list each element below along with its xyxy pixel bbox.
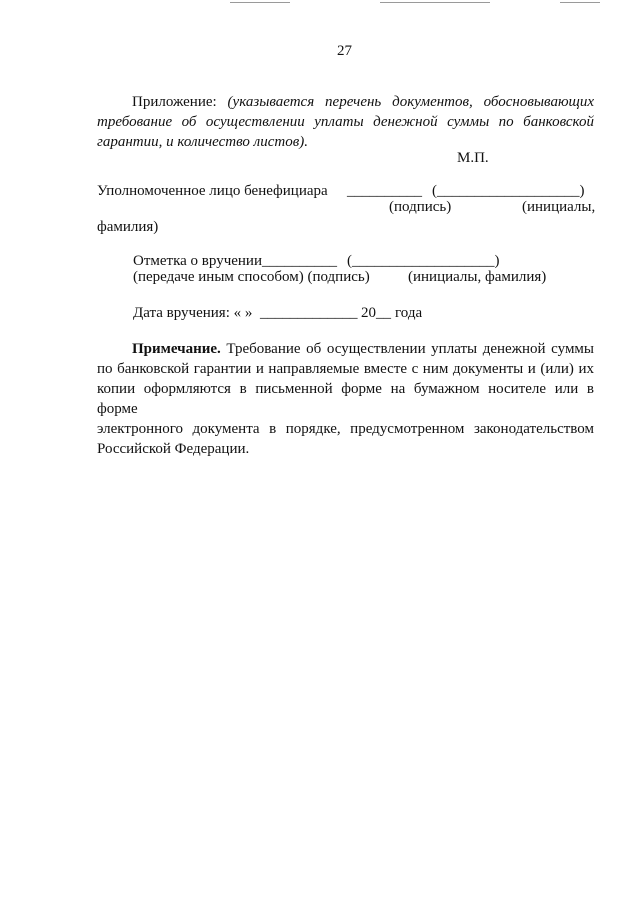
appendix-text-2: требование об осуществлении уплаты денежной суммы по банковской: [97, 114, 594, 130]
beneficiary-caption-initials: (инициалы,: [522, 199, 596, 215]
note-text-5: Российской Федерации.: [97, 441, 250, 457]
note-block: [97, 339, 594, 459]
appendix-text-1: (указывается перечень документов, обосновывающих: [227, 94, 594, 110]
note-text-4: электронного документа в порядке, предусмотренном законодательством: [97, 421, 594, 437]
delivery-mark-caption-right: (инициалы, фамилия): [408, 269, 547, 285]
delivery-mark-label: Отметка о вручении__________: [133, 253, 337, 269]
page-number: 27: [337, 43, 352, 59]
appendix-line-3: [97, 132, 594, 152]
beneficiary-caption-surname: фамилия): [97, 219, 159, 235]
note-line-2: [97, 359, 594, 379]
seal-label: М.П.: [457, 150, 489, 166]
delivery-date-year: 20__: [361, 305, 391, 321]
note-line-3: [97, 379, 594, 419]
note-label: Примечание.: [132, 341, 221, 357]
beneficiary-signature-blank: __________: [347, 183, 422, 199]
appendix-line-1: [97, 92, 594, 112]
beneficiary-label: Уполномоченное лицо бенефициара: [97, 183, 328, 199]
appendix-text-3: гарантии, и количество листов).: [97, 134, 308, 150]
note-text-3: копии оформляются в письменной форме на бумажном носителе или в форме: [97, 381, 594, 417]
note-text-1: Требование об осуществлении уплаты денежной суммы: [226, 341, 595, 357]
delivery-mark-caption-left: (передаче иным способом) (подпись): [133, 269, 370, 285]
beneficiary-initials-blank: (___________________): [432, 183, 585, 199]
beneficiary-caption-signature: (подпись): [389, 199, 452, 215]
appendix-block: [97, 92, 594, 152]
scan-edge-artifact: [0, 0, 640, 6]
note-line-1: [97, 339, 594, 359]
note-text-2: по банковской гарантии и направляемые вместе с ним документы и (или) их: [97, 361, 594, 377]
appendix-line-2: [97, 112, 594, 132]
delivery-mark-initials-blank: (___________________): [347, 253, 500, 269]
delivery-date-label: Дата вручения: « »: [133, 305, 253, 321]
delivery-date-month-blank: _____________: [260, 305, 358, 321]
note-line-4: [97, 419, 594, 439]
appendix-label: Приложение:: [132, 94, 217, 110]
note-line-5: [97, 439, 594, 459]
delivery-date-year-suffix: года: [395, 305, 423, 321]
